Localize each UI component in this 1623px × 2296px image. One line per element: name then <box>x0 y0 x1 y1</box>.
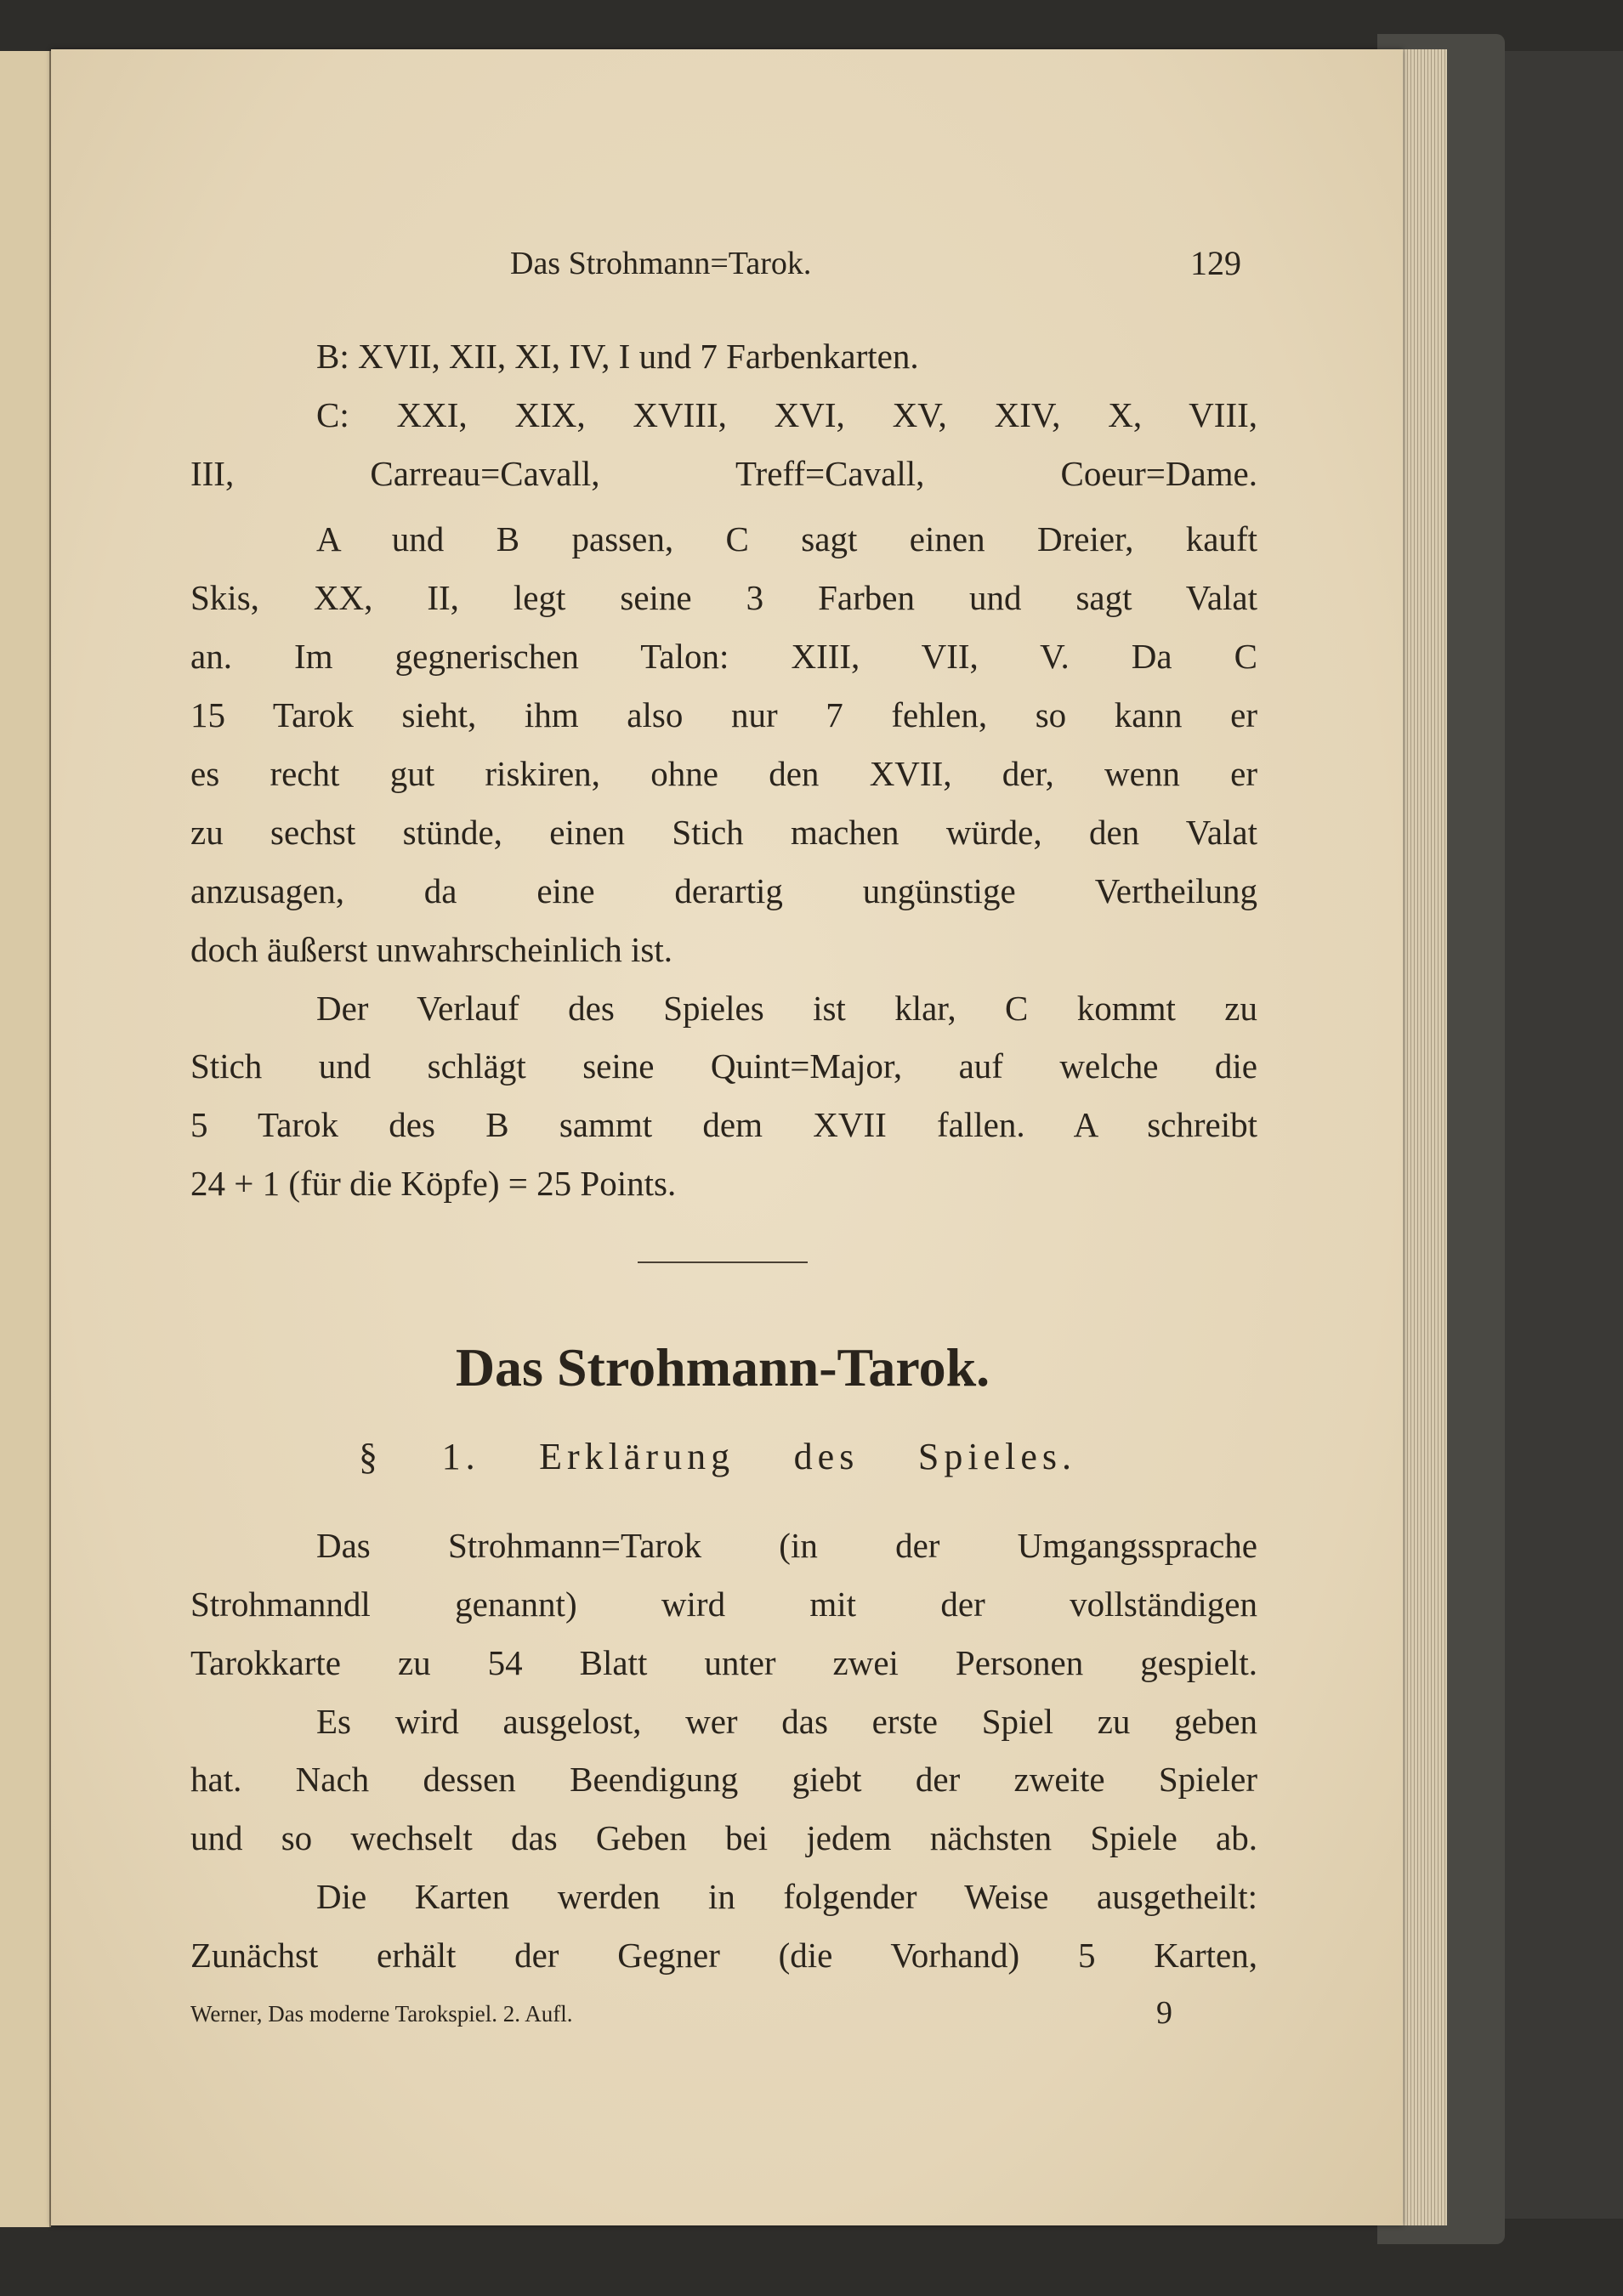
footer-signature: Werner, Das moderne Tarokspiel. 2. Aufl. <box>190 2001 573 2027</box>
text-line: hat. Nach dessen Beendigung giebt der zweite Spieler <box>190 1760 1257 1799</box>
text-line: doch äußerst unwahrscheinlich ist. <box>190 930 673 969</box>
text-line: und so wechselt das Geben bei jedem nächsten Spiele ab. <box>190 1818 1257 1857</box>
text-line: Es wird ausgelost, wer das erste Spiel zu geben <box>316 1702 1257 1741</box>
text-line: Stich und schlägt seine Quint=Major, auf welche die <box>190 1046 1257 1086</box>
text-line: Zunächst erhält der Gegner (die Vorhand) 5 Karten, <box>190 1936 1257 1975</box>
left-page-edge <box>0 51 51 2227</box>
text-line: Tarokkarte zu 54 Blatt unter zwei Personen gespielt. <box>190 1643 1257 1682</box>
text-line: zu sechst stünde, einen Stich machen würde, den Valat <box>190 813 1257 852</box>
text-line: 15 Tarok sieht, ihm also nur 7 fehlen, so kann er <box>190 695 1257 734</box>
text-line: Das Strohmann=Tarok (in der Umgangssprache <box>316 1526 1257 1565</box>
sheet-number: 9 <box>1156 1995 1172 2031</box>
running-title: Das Strohmann=Tarok. <box>510 246 812 281</box>
section-divider <box>638 1261 808 1263</box>
text-line: 24 + 1 (für die Köpfe) = 25 Points. <box>190 1164 677 1203</box>
text-line: an. Im gegnerischen Talon: XIII, VII, V. Da C <box>190 637 1257 676</box>
text-line: es recht gut riskiren, ohne den XVII, der, wenn er <box>190 754 1257 793</box>
text-line: Skis, XX, II, legt seine 3 Farben und sagt Valat <box>190 578 1257 617</box>
chapter-title: Das Strohmann-Tarok. <box>455 1337 990 1397</box>
text-line: A und B passen, C sagt einen Dreier, kauft <box>316 519 1257 558</box>
text-line: Die Karten werden in folgender Weise ausgetheilt: <box>316 1877 1257 1916</box>
text-line: Der Verlauf des Spieles ist klar, C kommt zu <box>316 989 1257 1028</box>
text-line: 5 Tarok des B sammt dem XVII fallen. A schreibt <box>190 1105 1257 1144</box>
text-line: B: XVII, XII, XI, IV, I und 7 Farbenkarten. <box>316 337 919 376</box>
text-line: C: XXI, XIX, XVIII, XVI, XV, XIV, X, VIII, <box>316 395 1257 434</box>
section-heading: § 1. Erklärung des Spieles. <box>359 1436 1076 1477</box>
text-line: III, Carreau=Cavall, Treff=Cavall, Coeur=Dame. <box>190 454 1257 493</box>
text-line: Strohmanndl genannt) wird mit der vollständigen <box>190 1585 1257 1624</box>
page-number: 129 <box>1190 244 1241 282</box>
text-line: anzusagen, da eine derartig ungünstige Vertheilung <box>190 871 1257 910</box>
